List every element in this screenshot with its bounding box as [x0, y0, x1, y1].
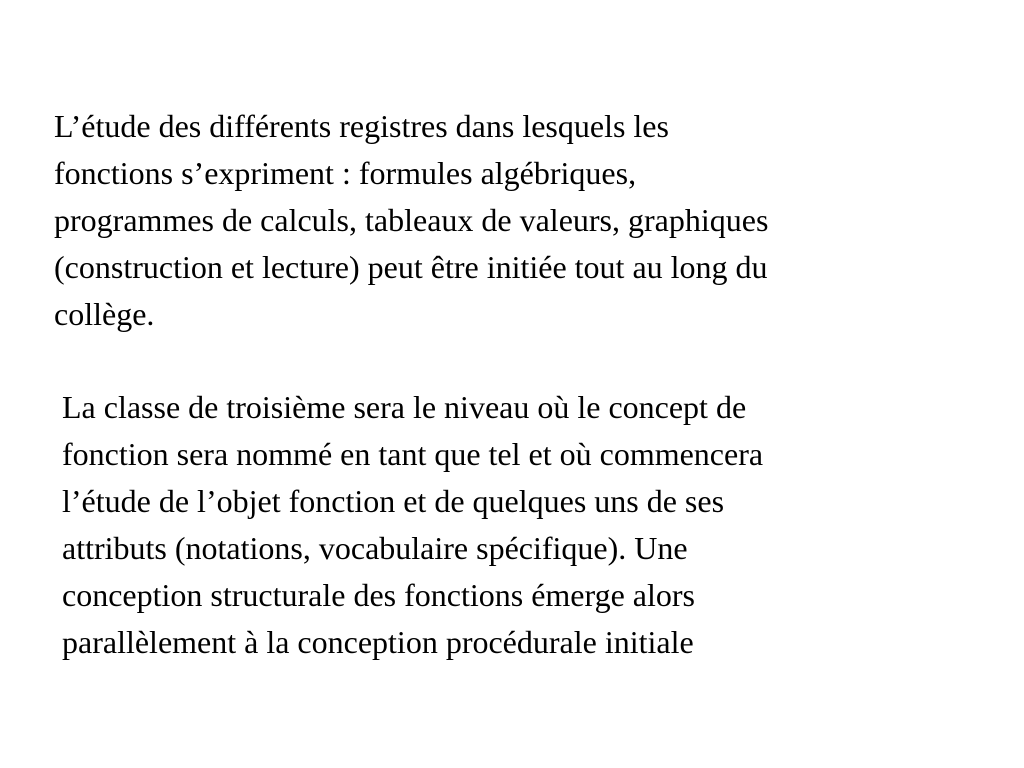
paragraph-line: conception structurale des fonctions émerge alors [62, 577, 695, 613]
paragraph-line: attributs (notations, vocabulaire spécifique). Une [62, 530, 688, 566]
paragraph-line: L’étude des différents registres dans lesquels les [54, 108, 669, 144]
paragraph-third-grade-concept [62, 384, 763, 666]
paragraph-line: l’étude de l’objet fonction et de quelques uns de ses [62, 483, 725, 519]
paragraph-line: La classe de troisième sera le niveau où le concept de [62, 389, 747, 425]
paragraph-line: collège. [54, 296, 155, 332]
paragraph-line: programmes de calculs, tableaux de valeurs, graphiques [54, 202, 769, 238]
paragraph-line: fonctions s’expriment : formules algébriques, [54, 155, 637, 191]
paragraph-line: (construction et lecture) peut être initiée tout au long du [54, 249, 768, 285]
paragraph-function-registers [54, 103, 768, 338]
paragraph-line: fonction sera nommé en tant que tel et où commencera [62, 436, 764, 472]
paragraph-line: parallèlement à la conception procédurale initiale [62, 624, 694, 660]
